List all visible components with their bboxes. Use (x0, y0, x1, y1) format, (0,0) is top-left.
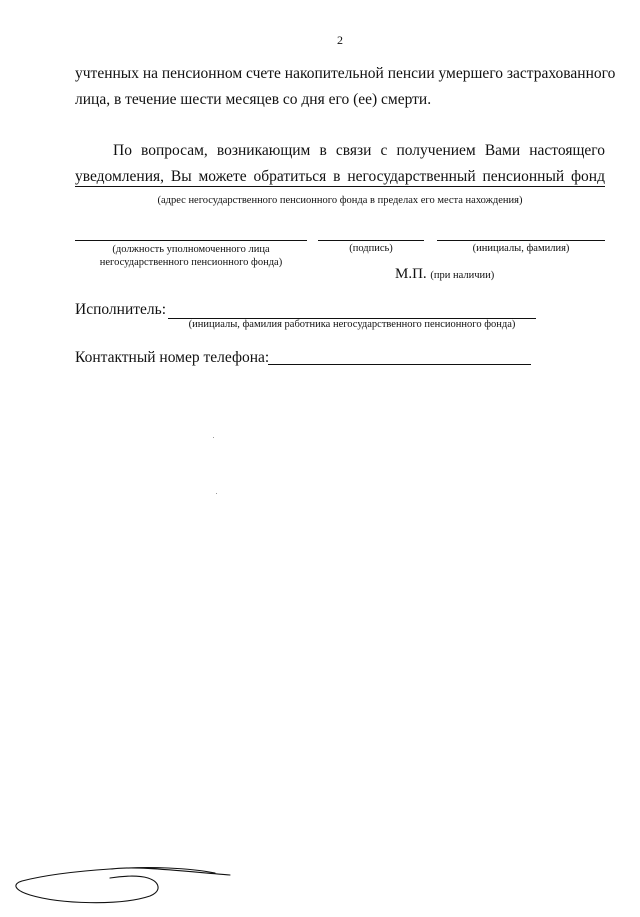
page-number: 2 (337, 33, 343, 47)
body-line-4: уведомления, Вы можете обратиться в негосударственный пенсионный фонд (75, 168, 605, 185)
position-fill-line[interactable] (75, 240, 307, 241)
stamp-label: М.П. (395, 266, 427, 282)
body-line-3: По вопросам, возникающим в связи с получением Вами настоящего (113, 142, 605, 159)
signature-fill-line[interactable] (318, 240, 424, 241)
stamp-mark (395, 266, 494, 283)
scan-speck (213, 437, 214, 438)
phone-label: Контактный номер телефона: (75, 349, 270, 366)
position-caption-line-1: (должность уполномоченного лица (112, 244, 270, 255)
stamp-note: (при наличии) (430, 270, 495, 281)
body-line-1: учтенных на пенсионном счете накопительной пенсии умершего застрахованного (75, 65, 616, 82)
address-fill-line[interactable] (75, 186, 605, 187)
address-caption: (адрес негосударственного пенсионного фонда в пределах его места нахождения) (157, 195, 523, 206)
phone-fill-line[interactable] (268, 364, 531, 365)
body-line-2: лица, в течение шести месяцев со дня его (ее) смерти. (75, 91, 432, 108)
executor-caption: (инициалы, фамилия работника негосударственного пенсионного фонда) (188, 319, 516, 330)
scan-speck (216, 493, 217, 494)
executor-label: Исполнитель: (75, 301, 167, 318)
handwritten-signature-mark (0, 848, 240, 908)
position-caption-line-2: негосударственного пенсионного фонда) (99, 257, 283, 268)
position-caption (75, 243, 307, 269)
signature-caption: (подпись) (349, 243, 393, 254)
initials-caption: (инициалы, фамилия) (472, 243, 570, 254)
initials-fill-line[interactable] (437, 240, 605, 241)
